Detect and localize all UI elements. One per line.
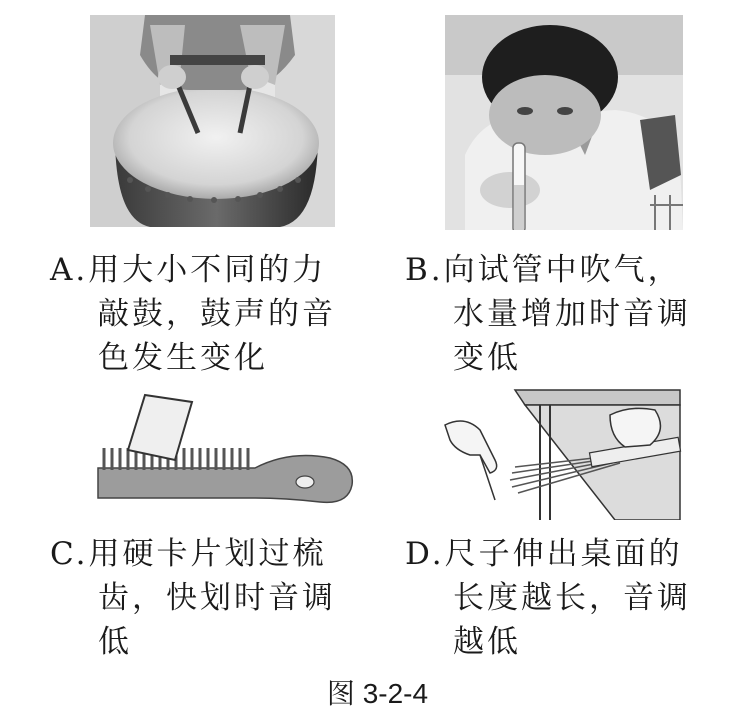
option-d-line-1: D.尺子伸出桌面的: [405, 536, 683, 572]
option-c-line-3: 低: [98, 624, 132, 660]
option-a-line-3: 色发生变化: [98, 340, 268, 376]
option-a-line-1: A.用大小不同的力: [50, 252, 327, 288]
drum-photo: [90, 15, 335, 227]
option-d-line-2: 长度越长，音调: [453, 580, 691, 616]
option-c-line-1: C.用硬卡片划过梳: [50, 536, 327, 572]
option-a-caption: [50, 248, 336, 380]
option-a-line-2: 敲鼓，鼓声的音: [98, 296, 336, 332]
option-d-line-3: 越低: [453, 624, 521, 660]
figure-label: 图 3-2-4: [326, 678, 429, 709]
option-d-letter: D.: [405, 536, 445, 572]
option-c-letter: C.: [50, 536, 89, 572]
option-a-letter: A.: [50, 252, 89, 288]
option-b-letter: B.: [405, 252, 444, 288]
comb-card-drawing: [90, 390, 360, 515]
ruler-table-drawing: [440, 385, 690, 520]
option-c-caption: [50, 532, 336, 664]
option-b-line-1: B.向试管中吹气，: [405, 252, 682, 288]
option-b-line-3: 变低: [453, 340, 521, 376]
option-b-line-2: 水量增加时音调: [453, 296, 691, 332]
option-c-line-2: 齿，快划时音调: [98, 580, 336, 616]
test-tube-blowing-photo: [445, 15, 683, 230]
option-b-caption: [405, 248, 691, 380]
option-d-caption: [405, 532, 691, 664]
